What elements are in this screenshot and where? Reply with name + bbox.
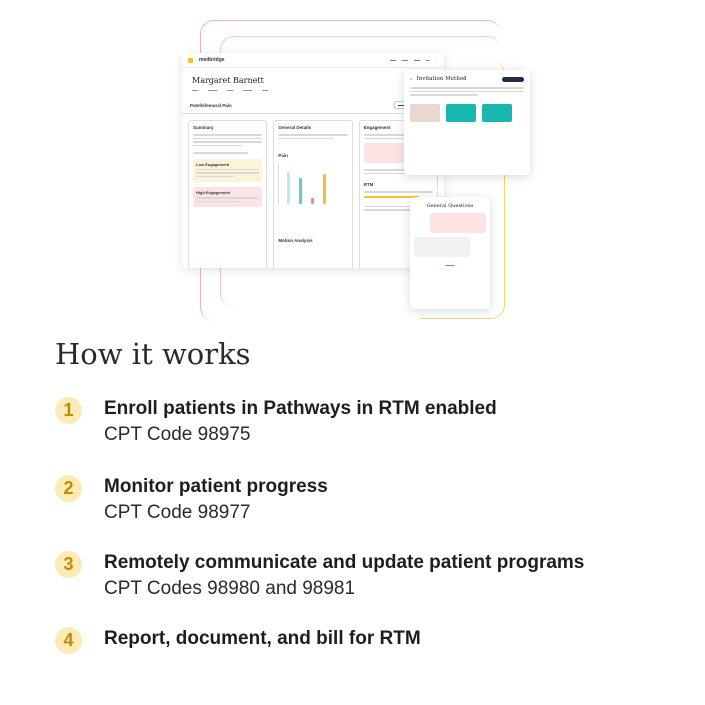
general-questions-panel <box>410 197 490 309</box>
motion-analysis-title: Motion Analysis <box>278 238 313 243</box>
step-item <box>55 550 584 602</box>
condition-tabs: ▬▬ <box>394 101 436 109</box>
hero-illustration <box>0 0 705 325</box>
high-engagement-box <box>193 187 262 207</box>
summary-card <box>188 120 267 268</box>
condition-title: Patellofemoral Pain <box>190 102 232 108</box>
invitation-title: Invitation Method <box>416 76 467 82</box>
engagement-title: Engagement <box>363 125 391 130</box>
invitation-header <box>404 70 530 85</box>
step-code: CPT Code 98977 <box>104 502 251 523</box>
pain-title: Pain <box>278 153 288 158</box>
app-topbar <box>182 53 444 68</box>
patient-name: Margaret Barnett <box>192 76 264 85</box>
step-title: Remotely communicate and update patient programs <box>104 552 585 573</box>
low-engagement-box <box>193 159 262 183</box>
patient-meta: ▬▬ ▬▬▬ ▬▬ ▬▬▬ ▬▬ <box>192 88 268 92</box>
high-engagement-label: High Engagement <box>196 190 231 195</box>
app-logo: medbridge <box>199 57 225 63</box>
step-item <box>55 474 328 526</box>
logo-icon <box>188 58 193 63</box>
rtm-title: RTM <box>363 182 374 187</box>
section-title: How it works <box>55 337 251 371</box>
chat-bubble-incoming <box>430 213 486 233</box>
invite-button <box>502 77 524 82</box>
close-icon: ✕ <box>410 77 413 81</box>
step-title: Enroll patients in Pathways in RTM enabled <box>104 398 497 419</box>
step-item <box>55 626 421 654</box>
step-title: Report, document, and bill for RTM <box>104 628 421 649</box>
step-code: CPT Code 98975 <box>104 424 251 445</box>
step-number: 2 <box>55 475 82 502</box>
step-code: CPT Codes 98980 and 98981 <box>104 578 356 599</box>
step-number: 4 <box>55 627 82 654</box>
step-number: 1 <box>55 397 82 424</box>
summary-title: Summary <box>193 125 214 130</box>
step-number: 3 <box>55 551 82 578</box>
chat-cta: ▬▬▬ <box>445 263 455 267</box>
invitation-tiles <box>404 98 530 128</box>
low-engagement-label: Low Engagement <box>196 161 230 167</box>
step-item <box>55 396 497 448</box>
invitation-method-panel <box>404 70 530 175</box>
top-nav: ▬▬ ▬▬ ▬▬ ▬ ◦ ◦ <box>390 58 438 62</box>
general-details-title: General Details <box>278 125 312 130</box>
pain-chart <box>278 164 347 204</box>
general-details-card <box>273 120 352 268</box>
chat-bubble-outgoing <box>414 237 470 257</box>
step-title: Monitor patient progress <box>104 476 328 497</box>
chat-title: General Questions <box>426 203 474 209</box>
